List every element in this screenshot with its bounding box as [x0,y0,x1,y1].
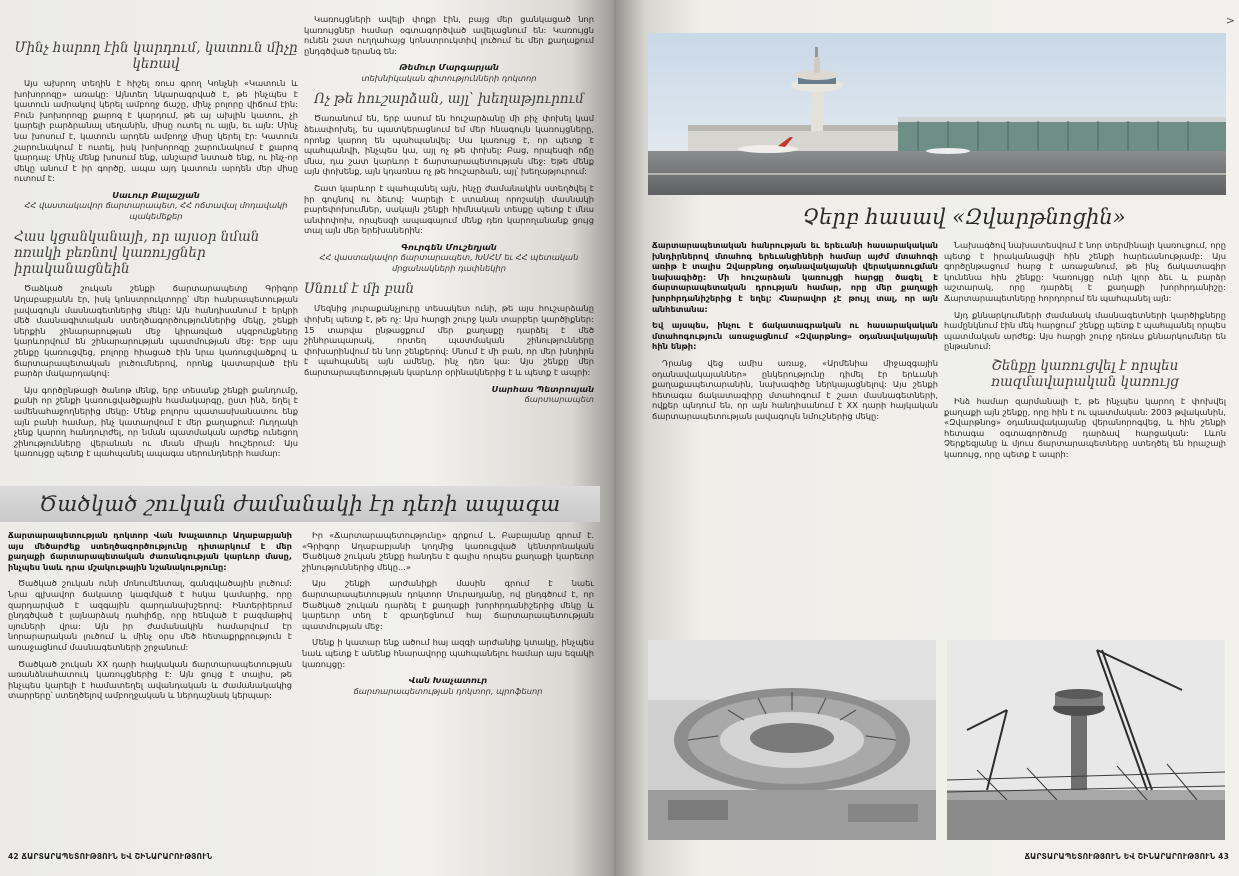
left-page [0,0,614,876]
signature-role: ճարտարապետ [524,394,594,405]
signature-name: Սարհաս Պետրոսյան [491,383,594,394]
signature [304,242,594,274]
paragraph: Այդ քննարկումների ժամանակ մասնագետների կարծիքները համընկնում էին մեկ հարցում՝ շենքը պետք է պահպանել որպես պատմական արժեք: Այս հարցի շուրջ դեռևս քննարկումներ են ընթանում: [944,309,1226,352]
paragraph: Եվ այսպես, ինչու է ճակատագրական ու հասարակական մտահոգություն առաջացնում «Զվարթնոց» օդանավակայանի հին ենթի: [652,320,938,352]
paragraph: Մենք ի կատար ենք ածում հայ ազգի արժանիք կտակը, ինչպես նաև պետք է անենք հնարավորը պահպանելու համար այս եզակի կառույցը: [302,637,594,669]
lead-paragraph: Ճարտարապետական հանրության եւ երեւանի հասարակական խնդիրներով մտահոգ երեւանցիների համար այժմ մտահոգի առիթ է տալիս Զվարթնոց օդանավակայանի վերակառուցման նախագիծը: Մի հուշարձան կառույցի հարցը ծագել է ճարտարապետական դրության համար, որը մեր քաղաքի խորհրդանիշերից է եղել: Հնարավոր չէ թույլ տալ, որ այն անհետանա: [652,240,938,314]
article-banner [0,486,600,522]
paragraph: Նախագծով նախատեսվում է նոր տերմինալի կառուցում, որը պետք է իրականացվի հին շենքի հարեւանությամբ: Այս գործընթացում հարց է առաջանում, թե ինչ ճակատագիր կունենա հին շենքը: Կառույցը ունի կլոր ձեւ և բարձր աշտարակ, որը դարձել է քաղաքի խորհրդանիշը: Ճարտարապետները հորդորում են պահպանել այն: [944,240,1226,303]
left-column-2 [304,14,594,482]
airport-control-tower-photo [648,33,1226,195]
crane-photo-graphic [947,640,1225,840]
paragraph: Դրանց վեց ամիս առաջ, «Արմենիա միջազգային օդանավակայաններ» ընկերությունը դիմել էր երևանի քաղաքապետարանին, նախագիծը ներկայացնելով: Այս շենքի հետագա ճակատագիրը մտահոգում է շատ մասնագետների, ովքեր պնդում են, որ այն հանդիսանում է XX դարի հայկական ճարտարապետության լավագույն նմուշներից մեկը: [652,357,938,421]
signature [304,62,594,83]
airport-photo-graphic [648,33,1226,195]
signature-role: ՀՀ վաստակավոր ճարտարապետ, ՀՀ ոճտավալ մոդավակի պակեմեքեր [24,200,288,221]
paragraph: Ծառանում են, երբ ասում են հուշարձանը մի բիչ փոխել կամ ձեւափոխել, ես պատկերացնում եմ մեր հնագույն կառույցները, որոնք կարող են պահպանվել: Սա կառույց է, որ պետք է պահպանվի, ինչպես կա, այլ ոչ թե փոխել: Բաց, որպեսզի ոճը մնա, դա շատ կարևոր է ճարտարապետության մեջ: Եթե մենք այն փոխենք, այն կդառնա ոչ թե հուշարձան, այլ՝ խեղաթյուրում: [304,113,594,177]
signature-name: Սաւուր Քալաշյան [112,189,200,200]
signature [14,190,298,222]
paragraph: Ծածկած շուկան XX դարի հայկական ճարտարապետության առանձնահատուկ կառույցներից է: Այն ցույց է տալիս, թե ինչպես կարելի է համատեղել ավանդական և ժամանակակից տարրերը՝ ստեղծելով ամբողջական և ներդաշնակ կերպար: [8,658,292,701]
chevron-right-icon: > [1225,14,1235,27]
signature-name: Վան Խաչատուր [408,675,488,686]
left-column-1 [14,40,298,482]
paragraph: Այս ախրող տեղին է հիշել ռուս գրող Կոնչնի «Կատուն և խոխորոզը» առակը: Այնտեղ նկարագրված է, թե ինչպես է կատուն ամրակով կերել ամբողջ ճաշը, մինչ բոլորը վիճում էին: Բուն խոխորոզը քարոզ է կարդում, թե այ ախլին կատու, չի կարելի բարձրանալ սեղանին, միսը ուտել ու այլն, եւ այն: Մինչ նա խոսում է, կատուն արդեն ամբողջ միսը կերել էր: Կատուն շարունակում է ուտել, իսկ խոխորոզը շարունակում է քարոզ կարդալ: Մինչ մենք խոսում ենք, անշարժ նստած ենք, ու ինչ-որ մեկը անում է իր գործը, ապա այդ կատուն արդեն մեր միսը ուտում է: [14,78,298,184]
paragraph: Իր «Ճարտարապետությունը» գրքում Լ. Բաբայանը գրում է. «Գրիգոր Աղաբաբյանի կողմից կառուցված կենտրոնական Ծածկած շուկան շենքը հանդես է գալիս որպես քաղաքի կարեւոր շինություններից մեկը...» [302,530,594,572]
section-heading: Հաս կցանկանայի, որ այսօր նման ոռակի բեռնով կառույցներ իրականացնեին [14,229,260,278]
left-column-1-bottom [8,530,292,848]
signature-name: Թեմուր Մարգարյան [399,62,499,73]
signature-name: Գուրգեն Մուշեղյան [401,241,497,252]
banner-title: Ծածկած շուկան ժամանակի էր դեռի ապագա [39,492,561,516]
paragraph: Այս գործընթացի ծանոթ մենք, երբ տեսանք շենքի քանդումը, քանի որ շենքի կառուցվածքային համակարգը, ըստ ինձ, եղել է ամենահաջողներից մեկը: Մենք բոլորս պատասխանատու ենք այն բանի համար, ինչ կատարվում է մեր քաղաքում: Ուղղակի չենք կարող հանդուրժել, որ նման պատմական արժեք ունեցող շինությունները վերանան ու մնան միայն հուշերում: Այս կառույցը պետք է պահպանել ապագա սերունդների համար: [14,384,298,459]
circular-terminal-construction-photo [648,640,936,840]
paragraph: Այս շենքի արժանիքի մասին գրում է նաեւ ճարտարապետության դոկտոր Մուրադյանը, ով ընդգծում է, որ Ծածկած շուկան դարձել է քաղաքի խորհրդանիշերից մեկը և կարեւոր տեղ է զբաղեցնում հայ ճարտարապետության պատմության մեջ: [302,578,594,631]
paragraph: Ծաձկած շուկան շենքի ճարտարապետը Գրիգոր Աղաբաբյանն էր, իսկ կոնստրուկտորը՝ մեր հանրապետության լավագույն մասնագետներից մեկը: Այն հանդիսանում է երկրի մեծ մասնագիտական ստեղծագործություններից մեկը, շենքի ներքին շինարարության մեջ կիրառված սկզբունքները կարևորվում են շինարարության պատմության մեջ: Երբ այս շենքը կառուցվեց, բոլորը հիացած էին նրա կառուցվածքով և ճարտարապետական լուծումներով, որոնք կատարված էին բարձր մակարդակով: [14,283,298,379]
signature-role: ճարտարապետության դոկտոր, պրոֆեսոր [353,685,543,696]
section-heading: Մինչ հարող էին կարդում, կատուն միչը կեռավ [14,40,298,72]
paragraph: Մեզնից յուրաքանչյուրը տեսակետ ունի, թե այս հուշարձանը փոխել պետք է, թե ոչ: Այս հարցի շուրջ կան տարբեր կարծիքներ: 15 տարվա ընթացքում մեր քաղաքը դարձել է մեծ շինհրապարակ, որտեղ պատմական շինությունները փոխարինվում են նոր շենքերով: Սնում է մի բան, որ մեր խնդիրն է պահպանել այն ամենը, ինչ դեռ կա: Այս շենքը մեր ճարտարապետության կարևոր օրինակներից է և պետք է ապրի: [304,303,594,377]
lead-paragraph: Ճարտարապետության դոկտոր Վան Խաչատուր Աղաբաբյանի այս մեծարժեք ստեղծագործությունը դիտարկում է մեր քաղաքի ճարտարապետական ժառանգության կարևոր մասը, ինչպես նաև դրա մշակութային նշանակությունը: [8,530,292,572]
section-heading: Սնում է մի բան [304,281,415,298]
page-folio: ՃԱՐՏԱՐԱՊԵՏՈՒԹՅՈՒՆ ԵՎ ՇԻՆԱՐԱՐՈՒԹՅՈՒՆ 43 [1024,852,1229,861]
signature [302,675,594,696]
paragraph: Ինձ համար զարմանալի է, թե ինչպես կարող է փոխվել քաղաքի այն շենքը, որը հին է ու պատմական: 2003 թվականին, «Զվարթնոց» օդանավակայանը վերանորոգվեց, և հին շենքի հետագա օգտագործումը դարձավ հարցական: Լևոն Չերքեզյանը և մյուս ճարտարապետները ստեղծել են հրաշալի կառույց, որը պետք է ապրի: [944,395,1226,459]
paragraph: Կառույցների ավելի փոքր էին, բայց մեր ցանկացած նոր կառույցներ համար օգտագործված ավելացնում են: Կառույցն ունեն շատ ուղղահայց կոնստրուկտիվ լուծում եւ մեր քաղաքում ընդգծված երանգ են: [304,14,594,56]
tower-construction-crane-photo [947,640,1225,840]
construction-photo-graphic [648,640,936,840]
signature-role: տեխնիկական գիտությունների դոկտոր [361,72,537,83]
right-column-2 [944,240,1226,636]
paragraph: Ծածկած շուկան ունի մոնումենտալ, գանգվածային լուծում: Նրա գլխավոր ճակատը կազմված է հսկա կամարից, որը զարդարված է ազգային զարդանախշերով: Ինտերիերում ընդգծված է լայնարձակ դահլիճը, որը հենված է բազմաթիվ սյուների վրա: Այն իր ժամանակին համարվում էր նորարարական լուծում և մինչ օրս մեծ հետաքրքրություն է առաջացնում մասնագետների շրջանում: [8,578,292,652]
right-page [614,0,1239,876]
page-folio: 42 ՃԱՐՏԱՐԱՊԵՏՈՒԹՅՈՒՆ ԵՎ ՇԻՆԱՐԱՐՈՒԹՅՈՒՆ [8,852,213,861]
right-column-1 [652,240,938,636]
signature-role: ՀՀ վաստակավոր ճարտարապետ, ԽՍՀՄ եւ ՀՀ պետական մրցանակների դափնեկիր [319,252,579,273]
left-column-2-bottom [302,530,594,852]
section-subheading: Շենքը կառուցվել է որպես ռազմավարական կառույց [991,357,1179,390]
paragraph: Շատ կարևոր է պահպանել այն, ինչը ժամանակին ստեղծվել է իր գույնով ու ձեւով: Կարելի է ստանալ որոշակի մասնակի բարեփոխումներ, սակայն շենքի հիմնական տեսքը պետք է մնա անփոփոխ, որպեսզի ապագայում մենք դեռ կարողանանք ցույց տալ այն մեր երեխաներին: [304,182,594,236]
signature [304,384,594,405]
article-title: Չերբ հասավ «Զվարթնոցին» [802,205,1126,229]
section-heading: Ոչ թե հուշարձան, այլ՝ խեղաթյուրում [314,91,584,108]
